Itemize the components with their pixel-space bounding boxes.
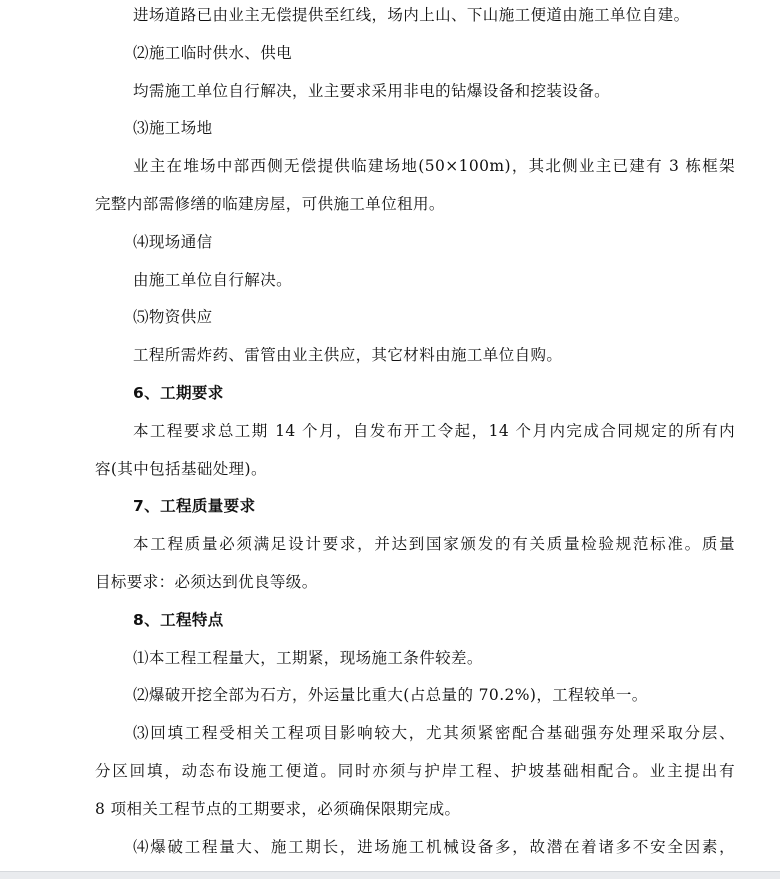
section-heading: 7、工程质量要求 — [133, 497, 256, 516]
subsection-heading: ⑸物资供应 — [133, 308, 213, 327]
document-body — [95, 0, 735, 866]
paragraph-line: ⑵爆破开挖全部为石方，外运量比重大(占总量的 70.2%)，工程较单一。 — [133, 686, 648, 705]
subsection-heading: ⑷现场通信 — [133, 232, 213, 251]
paragraph-line: 完整内部需修缮的临建房屋，可供施工单位租用。 — [95, 194, 445, 213]
paragraph-line: 进场道路已由业主无偿提供至红线，场内上山、下山施工便道由施工单位自建。 — [133, 6, 690, 24]
paragraph-line: ⑴本工程工程量大，工期紧，现场施工条件较差。 — [133, 648, 483, 667]
paragraph-line: 工程所需炸药、雷管由业主供应，其它材料由施工单位自购。 — [133, 346, 563, 365]
paragraph-line: 分区回填，动态布设施工便道。同时亦须与护岸工程、护坡基础相配合。业主提出有 — [95, 761, 735, 780]
subsection-heading: ⑵施工临时供水、供电 — [133, 43, 293, 62]
section-heading: 8、工程特点 — [133, 610, 224, 629]
paragraph-line: 由施工单位自行解决。 — [133, 270, 293, 289]
paragraph-line: 容(其中包括基础处理)。 — [95, 459, 267, 478]
paragraph-line: 本工程质量必须满足设计要求，并达到国家颁发的有关质量检验规范标准。质量 — [133, 535, 735, 554]
paragraph-line: ⑷爆破工程量大、施工期长，进场施工机械设备多，故潜在着诸多不安全因素， — [133, 837, 735, 856]
paragraph-line: 目标要求：必须达到优良等级。 — [95, 572, 318, 591]
paragraph-line: ⑶回填工程受相关工程项目影响较大，尤其须紧密配合基础强夯处理采取分层、 — [133, 724, 735, 743]
paragraph-line: 业主在堆场中部西侧无偿提供临建场地(50×100m)，其北侧业主已建有 3 栋框架 — [133, 157, 735, 176]
viewer-bottom-bar — [0, 871, 780, 879]
paragraph-line: 本工程要求总工期 14 个月，自发布开工令起，14 个月内完成合同规定的所有内 — [133, 421, 735, 440]
section-heading: 6、工期要求 — [133, 383, 224, 402]
subsection-heading: ⑶施工场地 — [133, 119, 213, 138]
paragraph-line: 8 项相关工程节点的工期要求，必须确保限期完成。 — [95, 799, 461, 818]
paragraph-line: 均需施工单位自行解决，业主要求采用非电的钻爆设备和挖装设备。 — [133, 81, 611, 100]
